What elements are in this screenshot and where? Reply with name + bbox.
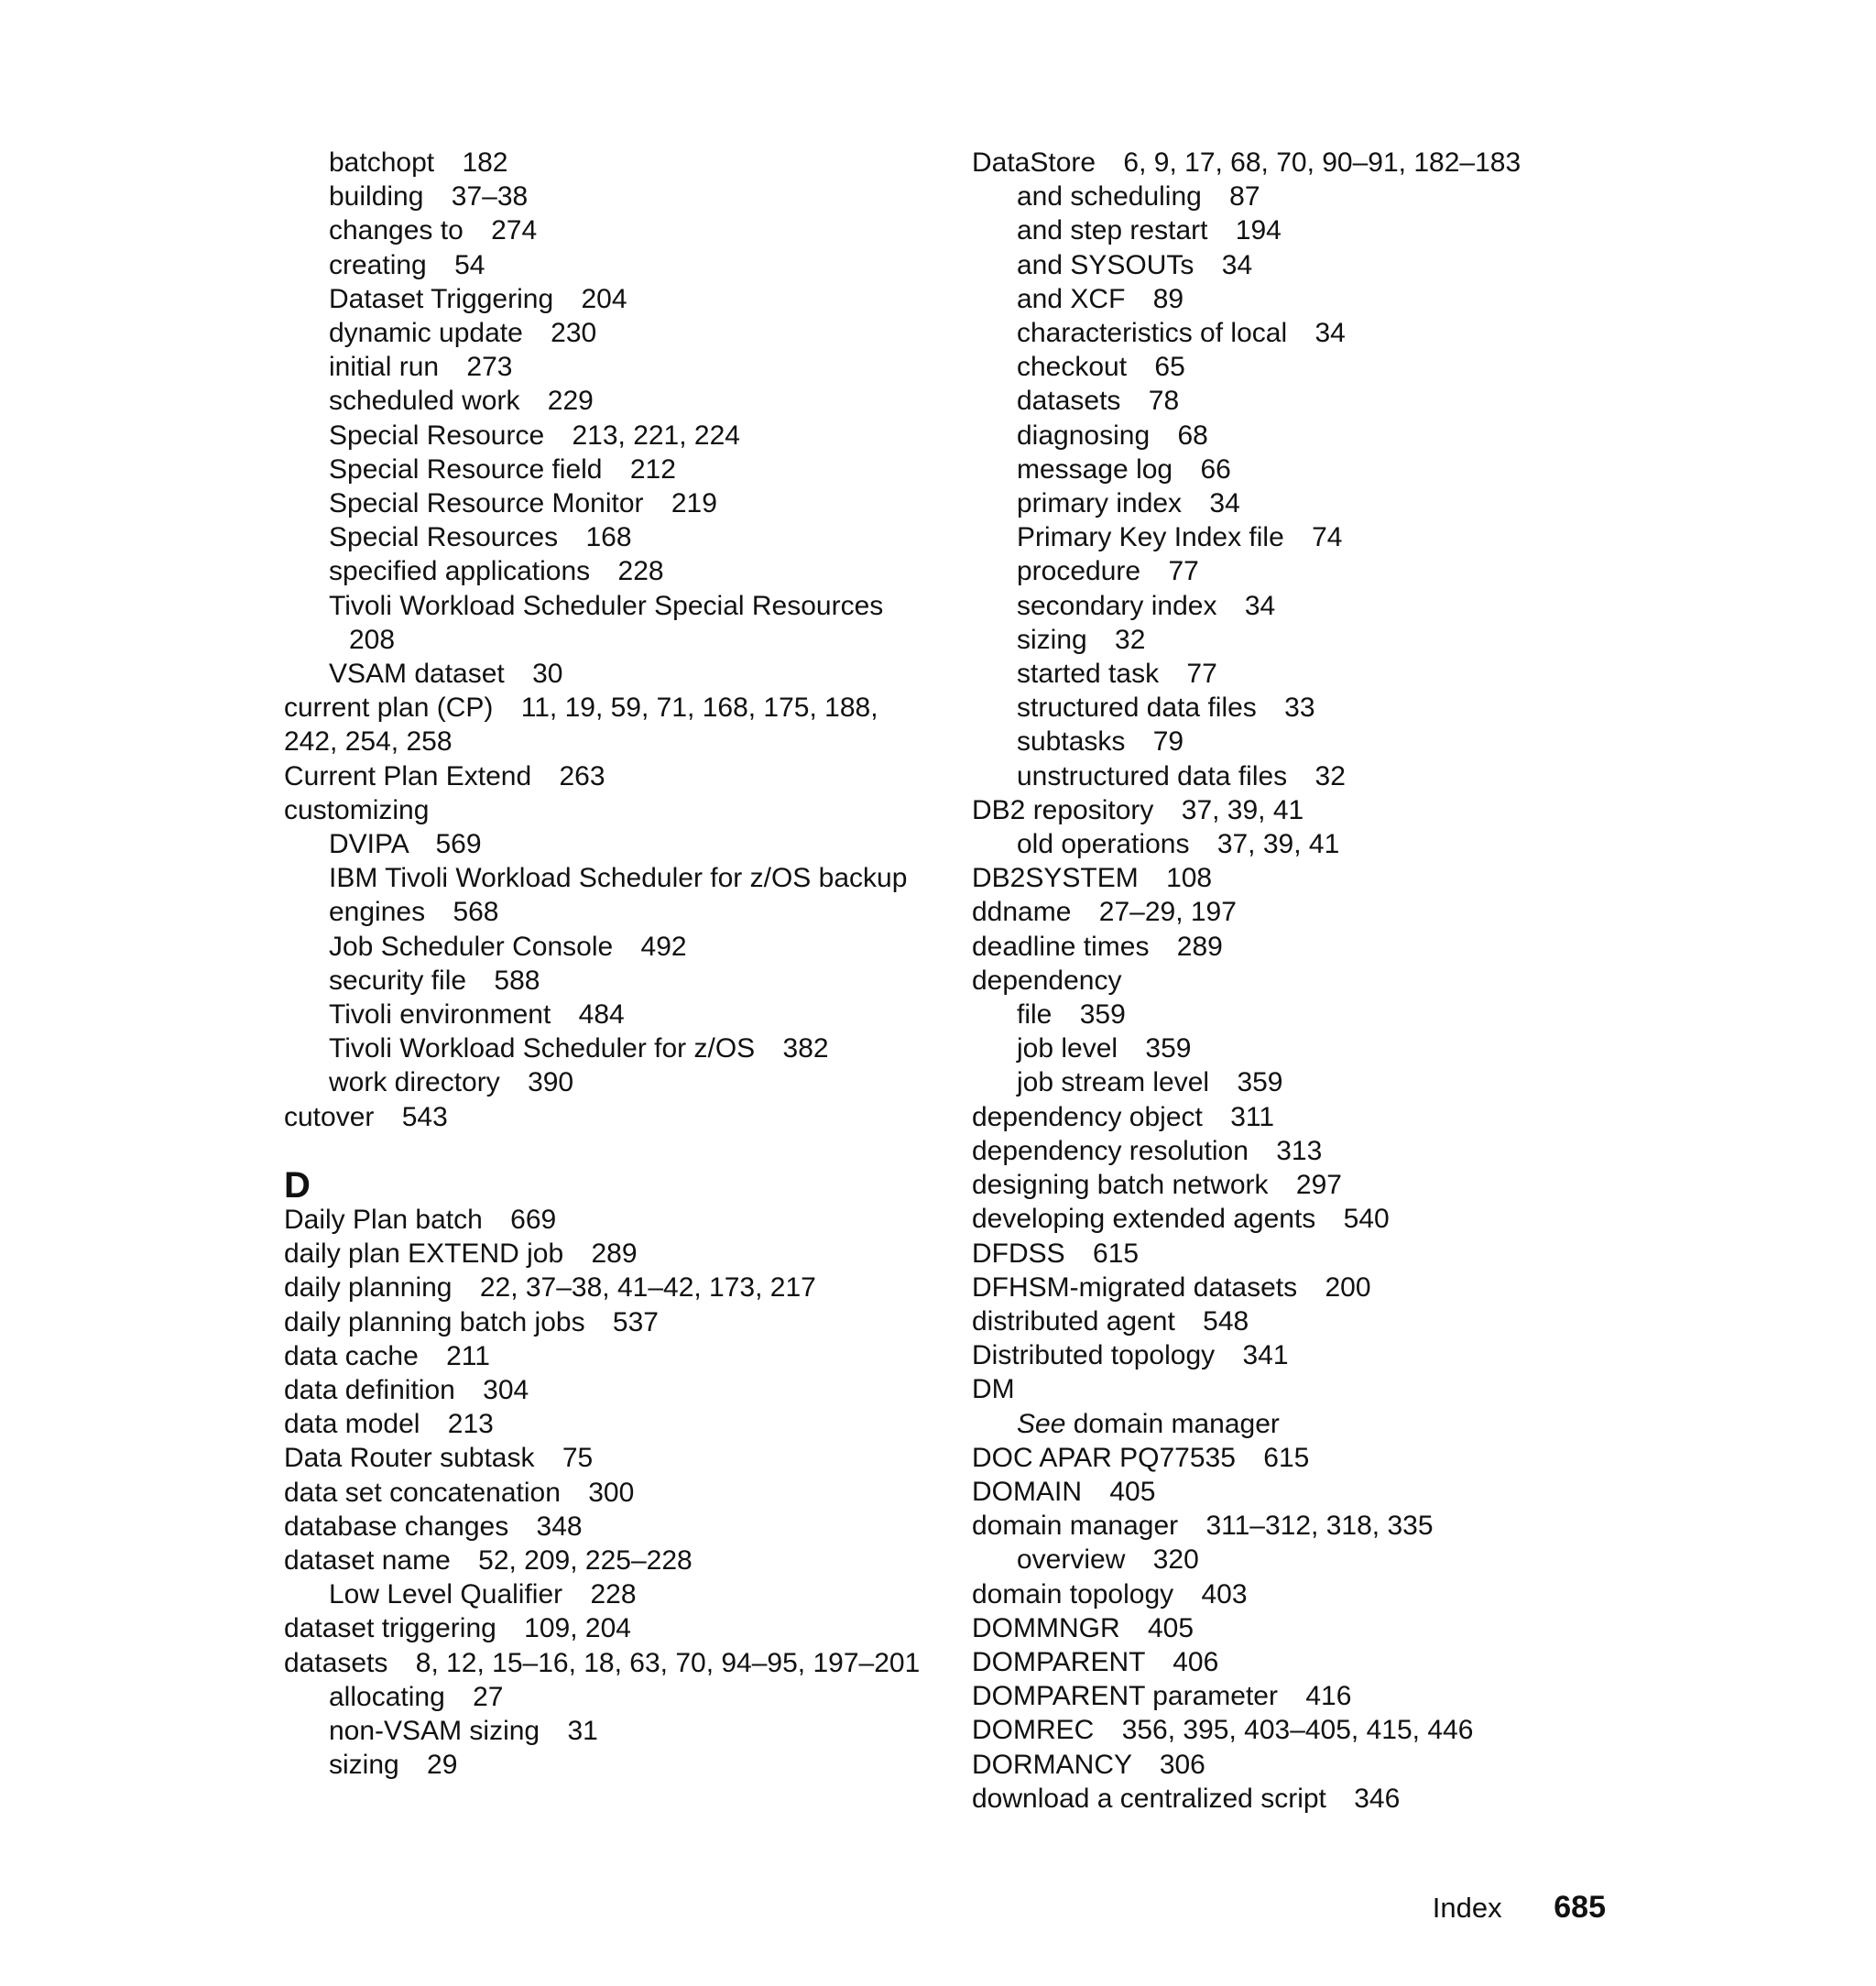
index-term: DOMPARENT <box>972 1646 1145 1677</box>
index-page-refs: 182 <box>462 147 508 178</box>
index-page-refs: 66 <box>1200 453 1231 485</box>
index-entry <box>972 1748 1631 1782</box>
index-term: data definition <box>284 1374 455 1405</box>
index-term: DM <box>972 1374 1015 1405</box>
index-term: scheduled work <box>329 386 520 417</box>
index-page-refs: 34 <box>1314 318 1346 349</box>
index-term: specified applications <box>329 556 591 587</box>
index-entry <box>972 1713 1631 1747</box>
index-subentry <box>284 964 943 998</box>
index-entry <box>972 793 1631 827</box>
index-page-refs: 405 <box>1109 1476 1156 1507</box>
index-subentry <box>284 657 943 691</box>
index-term: primary index <box>1017 488 1183 519</box>
index-page-refs: 289 <box>1176 931 1223 962</box>
index-entry <box>284 1203 943 1237</box>
index-page-refs: 306 <box>1159 1749 1205 1780</box>
index-entry <box>972 1237 1631 1271</box>
index-term: database changes <box>284 1511 509 1542</box>
page-number: 685 <box>1554 1890 1606 1925</box>
index-page-refs: 33 <box>1284 693 1315 724</box>
index-page-refs: 213 <box>447 1409 494 1440</box>
index-page-refs: 77 <box>1186 659 1217 690</box>
index-page-refs: 32 <box>1115 624 1146 655</box>
index-subentry <box>972 759 1631 793</box>
index-page-refs: 228 <box>590 1579 637 1610</box>
index-term: data set concatenation <box>284 1477 561 1508</box>
index-page-refs: 416 <box>1305 1681 1352 1712</box>
index-page-refs: 382 <box>782 1033 829 1064</box>
index-entry <box>284 1100 943 1134</box>
index-subentry <box>284 1680 943 1714</box>
index-entry <box>284 1237 943 1271</box>
index-term: dependency resolution <box>972 1135 1249 1166</box>
footer-label: Index <box>1432 1892 1502 1924</box>
index-page-refs: 615 <box>1263 1442 1310 1473</box>
index-term: initial run <box>329 352 440 383</box>
index-term: and step restart <box>1017 215 1208 246</box>
index-term: VSAM dataset <box>329 659 505 690</box>
index-entry <box>972 895 1631 929</box>
index-term: Tivoli Workload Scheduler Special Resources <box>329 590 884 621</box>
index-page-refs: 27–29, 197 <box>1098 897 1237 928</box>
index-page-refs: 406 <box>1172 1646 1219 1677</box>
index-page-refs: 204 <box>581 283 627 314</box>
index-term: characteristics of local <box>1017 318 1288 349</box>
index-term: cutover <box>284 1101 375 1132</box>
index-subentry <box>284 419 943 453</box>
index-subentry <box>284 930 943 964</box>
index-page-refs: 65 <box>1154 352 1185 383</box>
index-page-refs: 537 <box>612 1306 659 1337</box>
index-term: daily planning batch jobs <box>284 1306 585 1337</box>
index-page-refs: 228 <box>617 556 664 587</box>
index-entry <box>284 1476 943 1510</box>
index-term: Distributed topology <box>972 1340 1216 1371</box>
index-subentry <box>972 350 1631 384</box>
index-page-refs: 346 <box>1354 1783 1401 1814</box>
index-term: DataStore <box>972 147 1096 178</box>
index-term: batchopt <box>329 147 435 178</box>
index-term: DORMANCY <box>972 1749 1132 1780</box>
index-term: and SYSOUTs <box>1017 249 1194 280</box>
index-subentry <box>972 725 1631 758</box>
index-subentry <box>972 213 1631 247</box>
index-term: domain manager <box>972 1511 1179 1542</box>
index-term: current plan (CP) <box>284 693 494 724</box>
index-subentry <box>284 520 943 554</box>
index-subentry <box>972 1065 1631 1099</box>
index-term: file <box>1017 999 1053 1031</box>
index-term: Special Resources <box>329 522 559 553</box>
index-entry <box>972 1100 1631 1134</box>
index-page-refs: 588 <box>494 965 540 996</box>
index-page-refs: 6, 9, 17, 68, 70, 90–91, 182–183 <box>1123 147 1522 178</box>
index-page-refs: 77 <box>1168 556 1199 587</box>
index-term: started task <box>1017 659 1160 690</box>
index-subentry <box>284 486 943 520</box>
index-entry <box>972 1372 1631 1406</box>
index-term: work directory <box>329 1067 500 1098</box>
index-entry <box>972 1134 1631 1168</box>
index-entry <box>972 146 1631 180</box>
index-subentry <box>284 861 952 929</box>
index-subentry <box>972 1031 1631 1065</box>
index-subentry <box>284 998 943 1031</box>
index-page-refs: 669 <box>510 1204 557 1235</box>
index-page-refs: 168 <box>585 522 632 553</box>
index-page-refs: 403 <box>1201 1578 1248 1610</box>
index-entry <box>284 1611 943 1645</box>
index-page-refs: 109, 204 <box>524 1613 631 1644</box>
section-letter: D <box>284 1164 311 1206</box>
index-subentry <box>284 1714 943 1748</box>
index-entry <box>284 1305 943 1339</box>
index-subentry <box>284 146 943 180</box>
index-page-refs: 359 <box>1145 1033 1192 1064</box>
index-term: and scheduling <box>1017 181 1202 213</box>
index-page-refs: 75 <box>562 1443 594 1474</box>
index-term: procedure <box>1017 556 1141 587</box>
index-subentry <box>972 1543 1631 1577</box>
index-page-refs: 108 <box>1166 863 1213 894</box>
index-page-refs: 484 <box>578 999 625 1031</box>
index-term: designing batch network <box>972 1170 1269 1201</box>
index-page-refs: 300 <box>588 1477 635 1508</box>
index-entry <box>284 1544 943 1577</box>
index-term: DOMAIN <box>972 1476 1082 1507</box>
index-page-refs: 543 <box>401 1101 448 1132</box>
index-entry <box>972 1475 1631 1509</box>
index-page-refs: 37–38 <box>451 181 529 213</box>
index-term: DOC APAR PQ77535 <box>972 1442 1236 1473</box>
see-reference-label: See <box>1017 1408 1066 1439</box>
index-entry <box>972 1509 1631 1543</box>
index-subentry <box>284 554 943 588</box>
index-term: DB2SYSTEM <box>972 863 1139 894</box>
index-subentry <box>284 589 952 657</box>
index-page-refs: 34 <box>1209 488 1240 519</box>
index-term: Daily Plan batch <box>284 1204 483 1235</box>
index-subentry <box>972 419 1631 453</box>
index-term: domain manager <box>1073 1408 1280 1439</box>
index-term: download a centralized script <box>972 1783 1326 1814</box>
index-page-refs: 213, 221, 224 <box>572 420 740 451</box>
index-page-refs: 8, 12, 15–16, 18, 63, 70, 94–95, 197–201 <box>415 1647 921 1678</box>
index-term: dataset triggering <box>284 1613 496 1644</box>
index-page-refs: 194 <box>1235 215 1282 246</box>
index-term: Job Scheduler Console <box>329 931 614 962</box>
index-subentry <box>972 282 1631 316</box>
index-term: creating <box>329 249 427 280</box>
index-term: DVIPA <box>329 829 409 860</box>
index-entry <box>972 1304 1631 1338</box>
index-subentry <box>284 350 943 384</box>
index-subentry <box>972 453 1631 486</box>
index-page-refs: 274 <box>491 215 538 246</box>
index-term: Low Level Qualifier <box>329 1579 563 1610</box>
index-page-refs: 492 <box>640 931 687 962</box>
index-page-refs: 263 <box>559 760 605 791</box>
index-page-refs: 68 <box>1177 420 1208 451</box>
index-entry <box>972 1202 1631 1236</box>
index-page-refs: 359 <box>1079 999 1126 1031</box>
index-term: secondary index <box>1017 590 1217 621</box>
index-entry <box>284 691 907 758</box>
index-term: structured data files <box>1017 693 1257 724</box>
index-term: building <box>329 181 424 213</box>
index-term: unstructured data files <box>1017 760 1288 791</box>
index-entry <box>972 1782 1631 1816</box>
index-entry <box>284 793 943 827</box>
index-entry <box>972 1271 1631 1304</box>
index-term: daily planning <box>284 1272 453 1304</box>
index-subentry <box>972 180 1631 213</box>
index-subentry <box>284 248 943 282</box>
index-term: Tivoli Workload Scheduler for z/OS <box>329 1033 756 1064</box>
index-entry <box>284 1373 943 1407</box>
index-page-refs: 32 <box>1314 760 1346 791</box>
index-page-refs: 212 <box>629 453 676 485</box>
index-page-refs: 200 <box>1325 1271 1371 1303</box>
index-page-refs: 320 <box>1152 1544 1199 1576</box>
index-page-refs: 74 <box>1312 522 1343 553</box>
index-page-refs: 27 <box>473 1681 504 1712</box>
index-subentry <box>972 657 1631 691</box>
index-term: security file <box>329 965 467 996</box>
index-term: datasets <box>284 1647 388 1678</box>
index-term: sizing <box>329 1750 399 1781</box>
index-page-refs: 78 <box>1148 386 1180 417</box>
index-term: DOMREC <box>972 1715 1095 1746</box>
index-term: non-VSAM sizing <box>329 1715 540 1746</box>
index-term: datasets <box>1017 386 1121 417</box>
index-page-refs: 273 <box>466 352 513 383</box>
index-subentry <box>972 486 1631 520</box>
index-page-refs: 341 <box>1242 1340 1289 1371</box>
index-term: sizing <box>1017 624 1087 655</box>
index-subentry <box>972 827 1631 861</box>
index-page-refs: 311–312, 318, 335 <box>1205 1511 1434 1542</box>
index-entry <box>284 1646 943 1680</box>
index-subentry <box>972 316 1631 350</box>
index-term: job stream level <box>1017 1067 1210 1098</box>
index-page-refs: 311 <box>1230 1101 1275 1132</box>
index-term: subtasks <box>1017 726 1126 758</box>
index-term: Special Resource <box>329 420 545 451</box>
index-subentry <box>284 213 943 247</box>
index-term: old operations <box>1017 829 1190 860</box>
index-page-refs: 211 <box>446 1340 490 1371</box>
index-term: dependency object <box>972 1101 1203 1132</box>
index-subentry <box>284 453 943 486</box>
index-term: IBM Tivoli Workload Scheduler for z/OS backup engines <box>329 863 908 928</box>
index-entry <box>972 1441 1631 1475</box>
index-page-refs: 356, 395, 403–405, 415, 446 <box>1121 1715 1474 1746</box>
index-subentry <box>284 180 943 213</box>
index-page-refs: 31 <box>567 1715 598 1746</box>
index-entry <box>972 1645 1631 1679</box>
index-term: message log <box>1017 453 1173 485</box>
index-subentry <box>284 1065 943 1099</box>
index-term: domain topology <box>972 1578 1174 1610</box>
index-term: customizing <box>284 794 430 825</box>
index-page-refs: 22, 37–38, 41–42, 173, 217 <box>479 1272 816 1304</box>
index-subentry <box>284 827 943 861</box>
index-page-refs: 30 <box>532 659 563 690</box>
index-subentry <box>972 1407 1631 1441</box>
index-entry <box>972 1611 1631 1645</box>
index-term: Special Resource field <box>329 453 603 485</box>
index-subentry <box>284 316 943 350</box>
index-term: Primary Key Index file <box>1017 522 1284 553</box>
index-subentry <box>284 1031 943 1065</box>
index-page-refs: 37, 39, 41 <box>1181 794 1304 825</box>
index-term: overview <box>1017 1544 1126 1576</box>
index-page-refs: 390 <box>528 1067 574 1098</box>
index-page-refs: 230 <box>551 318 597 349</box>
index-term: changes to <box>329 215 464 246</box>
index-subentry <box>284 1748 943 1782</box>
index-term: Tivoli environment <box>329 999 551 1031</box>
index-term: data cache <box>284 1340 419 1371</box>
index-entry <box>284 1441 943 1475</box>
index-entry <box>972 861 1631 895</box>
index-entry <box>972 964 1631 998</box>
index-page-refs: 568 <box>453 897 499 928</box>
index-entry <box>284 1271 943 1304</box>
index-term: distributed agent <box>972 1305 1175 1337</box>
index-term: DFDSS <box>972 1238 1065 1269</box>
index-page-refs: 54 <box>454 249 485 280</box>
index-page-refs: 29 <box>427 1750 458 1781</box>
index-page-refs: 297 <box>1295 1170 1342 1201</box>
index-term: Data Router subtask <box>284 1443 535 1474</box>
index-subentry <box>972 589 1631 623</box>
index-page-refs: 313 <box>1276 1135 1323 1166</box>
index-entry <box>284 759 943 793</box>
index-page-refs: 615 <box>1093 1238 1140 1269</box>
index-column-left <box>284 146 943 1782</box>
index-term: dataset name <box>284 1544 451 1576</box>
index-page-refs: 52, 209, 225–228 <box>478 1544 693 1576</box>
index-term: ddname <box>972 897 1072 928</box>
index-subentry <box>972 623 1631 657</box>
index-subentry <box>972 691 1631 725</box>
page-footer <box>1433 1890 1606 1926</box>
index-term: job level <box>1017 1033 1118 1064</box>
index-term: Special Resource Monitor <box>329 488 644 519</box>
index-term: DFHSM-migrated datasets <box>972 1271 1298 1303</box>
index-entry <box>972 1338 1631 1372</box>
index-column-right <box>972 146 1631 1816</box>
index-term: dynamic update <box>329 318 523 349</box>
index-term: Current Plan Extend <box>284 760 532 791</box>
index-term: checkout <box>1017 352 1128 383</box>
index-page-refs: 34 <box>1244 590 1276 621</box>
index-page-refs: 11, 19, 59, 71, 168, 175, 188, 242, 254, 258 <box>284 693 878 758</box>
index-subentry <box>284 282 943 316</box>
index-entry <box>972 1168 1631 1202</box>
index-page-refs: 219 <box>671 488 717 519</box>
index-subentry <box>972 554 1631 588</box>
index-term: DB2 repository <box>972 794 1154 825</box>
index-term: DOMMNGR <box>972 1612 1120 1643</box>
index-page-refs: 540 <box>1343 1204 1390 1235</box>
index-term: diagnosing <box>1017 420 1151 451</box>
index-term: and XCF <box>1017 283 1126 314</box>
index-page-refs: 548 <box>1203 1305 1249 1337</box>
index-subentry <box>972 248 1631 282</box>
index-subentry <box>972 998 1631 1031</box>
index-page-refs: 359 <box>1237 1067 1283 1098</box>
index-page-refs: 87 <box>1229 181 1260 213</box>
index-page-refs: 289 <box>591 1239 638 1270</box>
index-term: data model <box>284 1409 420 1440</box>
index-page-refs: 348 <box>536 1511 583 1542</box>
index-subentry <box>284 1577 943 1611</box>
index-term: allocating <box>329 1681 445 1712</box>
index-subentry <box>972 384 1631 418</box>
index-entry <box>972 930 1631 964</box>
index-page-refs: 405 <box>1148 1612 1194 1643</box>
index-page-refs: 34 <box>1221 249 1253 280</box>
index-page-refs: 304 <box>483 1374 529 1405</box>
index-entry <box>972 1577 1631 1611</box>
index-term: dependency <box>972 965 1122 996</box>
index-page-refs: 208 <box>349 624 396 655</box>
index-page-refs: 89 <box>1152 283 1184 314</box>
index-entry <box>284 1510 943 1544</box>
index-subentry <box>284 384 943 418</box>
index-entry <box>284 1339 943 1373</box>
index-page-refs: 37, 39, 41 <box>1216 829 1340 860</box>
index-entry <box>972 1679 1631 1713</box>
index-term: developing extended agents <box>972 1204 1316 1235</box>
index-page-refs: 569 <box>435 829 482 860</box>
index-term: deadline times <box>972 931 1150 962</box>
index-page-refs: 229 <box>547 386 594 417</box>
index-term: daily plan EXTEND job <box>284 1239 564 1270</box>
index-page-refs: 79 <box>1152 726 1184 758</box>
index-term: DOMPARENT parameter <box>972 1681 1278 1712</box>
index-entry <box>284 1407 943 1441</box>
index-term: Dataset Triggering <box>329 283 554 314</box>
index-subentry <box>972 520 1631 554</box>
